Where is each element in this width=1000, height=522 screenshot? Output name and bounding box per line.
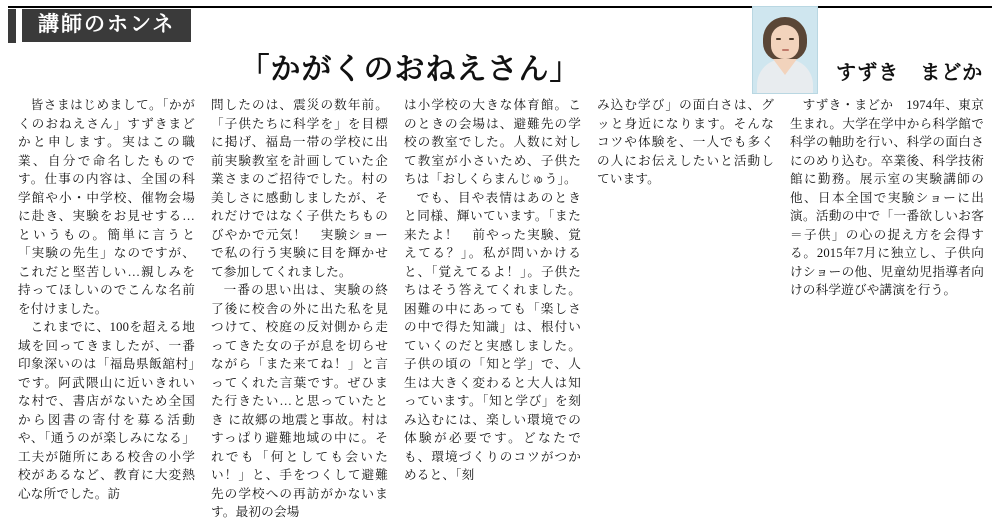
author-name: すずき まどか [836, 60, 984, 84]
author-profile-text: すずき・まどか 1974年、東京生まれ。大学在学中から科学館で科学の軸助を行い、科学の面白さにのめり込む。卒業後、科学技術館に勤務。展示室の実験講師の他、日本全国で実験ショーに出演。活動の中で「一番欲しいお客＝子供」の心の捉え方を会得する。2015年7月に独立し、子供向けショーの他、児童幼児指導者向けの科学遊びや講演を行う。 [790, 98, 984, 297]
paragraph: でも、目や表情はあのときと同様、輝いています。「また来たよ！ 前やった実験、覚えてる？」。私が問いかけると、「覚えてるよ！」。子供たちはそう答えてくれました。困難の中にあっても「楽しさの中で得た知識」は、根付いていくのだと実感しました。子供の頃の「知と学」で、人生は大きく変わると大人は知っています。「知と学び」を刻み込むには、楽しい環境での体験が必要です。どなたでも、環境づくりのコツがつかめると、「刻 [404, 190, 581, 482]
page-top-rule [8, 6, 992, 8]
article-column-2 [203, 96, 396, 519]
paragraph: 皆さまはじめまして。「かがくのおねえさん」すずきまどかと申します。実はこの職業、自分で命名したものです。仕事の内容は、全国の科学館や小・中学校、催物会場に赴き、実験をお見せする…というもの。簡単に言うと「実験の先生」なのですが、これだと堅苦しい…親しみを持ってほしいのでこんな名前を付けました。 [18, 98, 195, 316]
portrait-eye-right [789, 38, 794, 40]
paragraph: み込む学び」の面白さは、グッと身近になります。そんなコツや体験を、一人でも多くの人にお伝えしたいと活動しています。 [597, 98, 774, 186]
portrait-face-shape [771, 25, 799, 59]
author-profile-column [782, 96, 992, 464]
page-title: 「かがくのおねえさん」 [239, 52, 581, 87]
article-column-4 [589, 96, 782, 464]
paragraph: 一番の思い出は、実験の終了後に校舎の外に出た私を見つけて、校庭の反対側から走ってきた女の子が息を切らせながら「また来てね！」と言ってくれた言葉です。ぜひまた行きたい…と思っていたとき に故郷の地震と事故。村はすっぱり避難地域の中に。それでも「何としても会いたい！」と、手をつくして避難先の学校への再訪がかないます。最初の会場 [211, 283, 388, 519]
author-portrait [752, 6, 818, 94]
paragraph: これまでに、100を超える地域を回ってきましたが、一番印象深いのは「福島県飯舘村」です。阿武隈山に近いきれいな村で、書店がないため全国から図書の寄付を募る活動や、「通うのが楽しみになる」工夫が随所にある校舎の小学校があるなど、教育に大変熱心な所でした。訪 [18, 320, 195, 501]
article-column-3 [396, 96, 589, 482]
paragraph: 問したのは、震災の数年前。「子供たちに科学を」を目標に掲げ、福島一帯の学校に出前実験教室を計画していた企業さまのご招待でした。村の美しさに感動しましたが、それだけではなく子供たちものびやかで元気！ 実験ショーで私の行う実験に目を輝かせて参加してくれました。 [211, 98, 388, 279]
article-columns [10, 96, 992, 519]
portrait-mouth [782, 49, 789, 51]
paragraph: は小学校の大きな体育館。このときの会場は、避難先の学校の教室でした。人数に対して教室が小さいため、子供たちは「おしくらまんじゅう」。 [404, 98, 581, 186]
article-column-1 [10, 96, 203, 501]
banner-accent-mark [8, 9, 16, 43]
portrait-eye-left [776, 38, 781, 40]
series-banner: 講師のホンネ [22, 9, 191, 42]
